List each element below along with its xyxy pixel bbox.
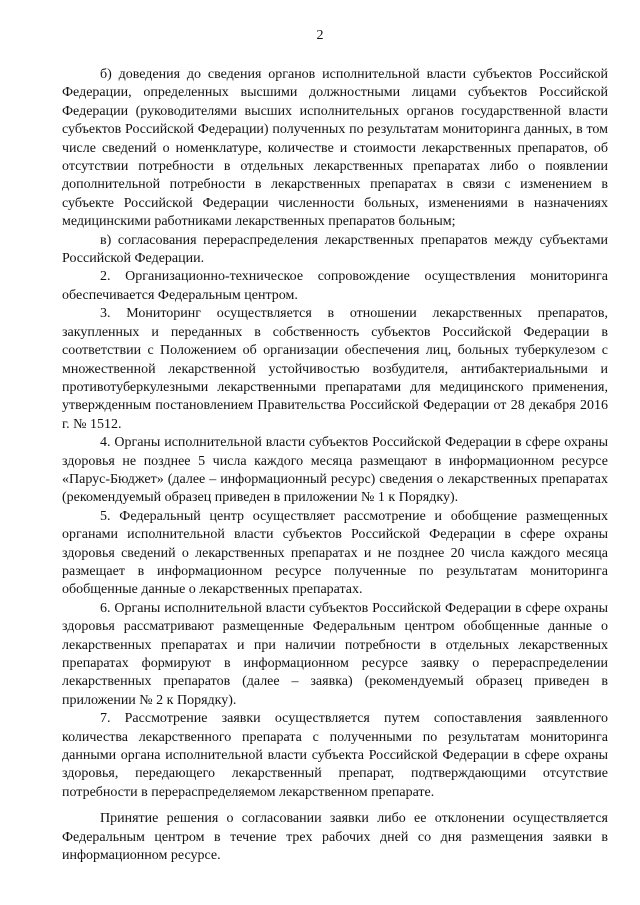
paragraph-point-5: 5. Федеральный центр осуществляет рассмотрение и обобщение размещенных органами исполнительной власти субъектов Российской Федерации в сфере охраны здоровья сведений о лекарственных препаратах и не позднее 20 числа каждого месяца размещает в информационном ресурсе полученные по результатам мониторинга обобщенные данные о лекарственных препаратах.: [62, 508, 608, 598]
paragraph-point-6: 6. Органы исполнительной власти субъектов Российской Федерации в сфере охраны здоровья рассматривают размещенные Федеральным центром обобщенные данные о лекарственных препаратах и при наличии потребности в отдельных лекарственных препаратах формируют в информационном ресурсе заявку о перераспределении лекарственных препаратов (далее – заявка) (рекомендуемый образец приведен в приложении № 2 к Порядку).: [62, 600, 608, 708]
paragraph-point-2: 2. Организационно-техническое сопровождение осуществления мониторинга обеспечивается Федеральным центром.: [62, 269, 608, 303]
paragraph-decision: Принятие решения о согласовании заявки либо ее отклонении осуществляется Федеральным центром в течение трех рабочих дней со дня размещения заявки в информационном ресурсе.: [62, 811, 608, 864]
paragraph-point-3: 3. Мониторинг осуществляется в отношении лекарственных препаратов, закупленных и переданных в собственность субъектов Российской Федерации в соответствии с Положением об организации обеспечения лиц, больных туберкулезом с множественной лекарственной устойчивостью возбудителя, антибактериальными и противотуберкулезными лекарственными препаратами для медицинского применения, утвержденным постановлением Правительства Российской Федерации от 28 декабря 2016 г. № 1512.: [62, 306, 608, 432]
paragraph-point-4: 4. Органы исполнительной власти субъектов Российской Федерации в сфере охраны здоровья не позднее 5 числа каждого месяца размещают в информационном ресурсе «Парус-Бюджет» (далее – информационный ресурс) сведения о лекарственных препаратах (рекомендуемый образец приведен в приложении № 1 к Порядку).: [62, 435, 608, 506]
paragraph-item-v: в) согласования перераспределения лекарственных препаратов между субъектами Российской Федерации.: [62, 232, 608, 267]
paragraph-item-b: б) доведения до сведения органов исполнительной власти субъектов Российской Федерации, определенных высшими должностными лицами субъектов Российской Федерации (руководителями высших исполнительных органов государственной власти субъектов Российской Федерации) полученных по результатам мониторинга данных, в том числе сведений о номенклатуре, количестве и стоимости лекарственных препаратов, об отсутствии потребности в отдельных лекарственных препаратах либо о появлении дополнительной потребности в лекарственных препаратах в связи с изменением в субъекте Российской Федерации численности больных, изменениями в назначениях медицинскими работниками лекарственных препаратов больным;: [62, 67, 608, 230]
page-number: 2: [316, 28, 324, 43]
paragraph-point-7: 7. Рассмотрение заявки осуществляется путем сопоставления заявленного количества лекарственного препарата с полученными по результатам мониторинга данными органа исполнительной власти субъекта Российской Федерации в сфере охраны здоровья, передающего лекарственный препарат, подтверждающими отсутствие потребности в перераспределяемом лекарственном препарате.: [62, 711, 608, 800]
document-body: [62, 66, 608, 865]
